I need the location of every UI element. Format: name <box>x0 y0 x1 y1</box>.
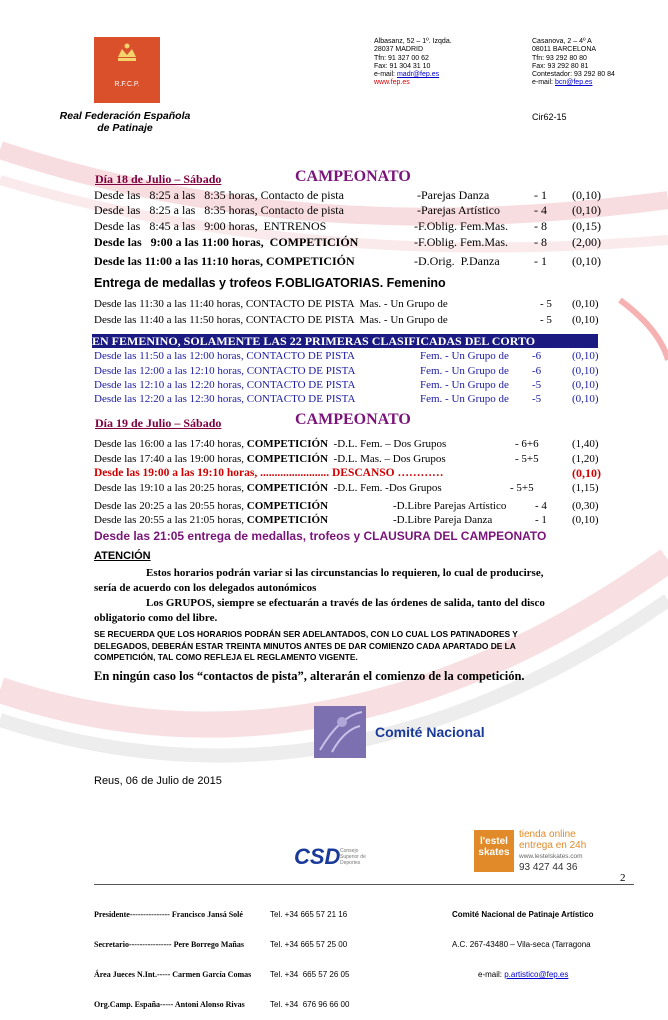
address-line: Casanova, 2 – 4º A <box>532 38 592 45</box>
rest-duration: (0,10) <box>572 466 601 480</box>
fem-count: -6 <box>532 350 542 362</box>
schedule-category: -D.Libre Parejas Artístico <box>393 500 507 512</box>
medals-line: Entrega de medallas y trofeos F.OBLIGATORIAS. Femenino <box>94 276 446 290</box>
contact-phone: Tel. +34 676 96 66 00 <box>270 1000 350 1009</box>
day1-title: CAMPEONATO <box>295 168 411 185</box>
notes-body <box>94 566 634 626</box>
day2-row <box>94 481 442 496</box>
madrid-email-link[interactable]: madr@fep.es <box>396 71 440 79</box>
schedule-competition: COMPETICIÓN <box>246 500 329 512</box>
org-name <box>50 110 200 134</box>
estel-logo <box>474 830 514 872</box>
day2-row <box>94 499 328 514</box>
footer-committee-address: A.C. 267-43480 – Vila-seca (Tarragona <box>452 940 591 949</box>
closing-ceremony: CLAUSURA DEL CAMPEONATO <box>363 529 547 543</box>
rest-dots: ........................ <box>260 467 330 479</box>
document-date: Reus, 06 de Julio de 2015 <box>94 775 222 787</box>
estel-tagline: entrega en 24h <box>519 840 587 851</box>
footer-committee <box>452 890 594 990</box>
fem-count: -5 <box>532 393 542 405</box>
barcelona-email-link[interactable]: bcn@fep.es <box>554 79 593 87</box>
day2-row <box>94 513 328 528</box>
footer-contact-row <box>94 940 251 950</box>
rest-dots: ………… <box>397 467 444 479</box>
schedule-category: -D.L. Fem. -Dos Grupos <box>328 482 442 494</box>
circular-ref: Cir62-15 <box>532 112 567 122</box>
fem-time: Desde las 12:20 a las 12:30 horas, CONTACTO DE PISTA <box>94 393 356 405</box>
email-label: e-mail: <box>532 79 554 87</box>
schedule-time: Desde las 8:25 a las 8:35 horas, Contacto de pista <box>94 203 344 217</box>
schedule-time: Desde las 9:00 a las 11:00 horas, COMPETICIÓN <box>94 235 359 249</box>
notes-paragraph: Estos horarios podrán variar si las circunstancias lo requieren, lo cual de producirse, <box>146 567 544 579</box>
footer-committee-name: Comité Nacional de Patinaje Artístico <box>452 910 594 919</box>
footer-phones <box>270 890 349 1020</box>
csd-logo-subtitle: Consejo Superior de Deportes <box>340 848 366 866</box>
schedule-duration: (0,10) <box>572 254 601 268</box>
contact-role: Presidente <box>94 910 130 919</box>
day1-label: Día 18 de Julio – Sábado <box>95 172 222 186</box>
contact-phone: Tel. +34 665 57 25 00 <box>270 940 348 949</box>
contact-dashes: ---------------- <box>128 940 172 949</box>
address-line: 28037 MADRID <box>374 46 424 54</box>
schedule-duration: (1,40) <box>572 438 599 450</box>
contact-time: Desde las 11:40 a las 11:50 horas, CONTACTO DE PISTA Mas. - Un Grupo de <box>94 314 448 326</box>
schedule-time: Desde las 17:40 a las 19:00 horas, <box>94 453 247 465</box>
contact-count: - 5 <box>540 314 552 326</box>
schedule-category: -Parejas Danza <box>417 188 490 202</box>
schedule-duration: (1,20) <box>572 453 599 465</box>
schedule-competition: COMPETICIÓN <box>246 438 329 450</box>
committee-name: Comité Nacional <box>375 724 485 740</box>
fem-time: Desde las 12:00 a las 12:10 horas, CONTACTO DE PISTA <box>94 365 356 377</box>
schedule-duration: (0,15) <box>572 219 601 233</box>
csd-logo-text: CSD <box>294 844 341 869</box>
address-line: Tfn: 93 292 80 80 <box>532 54 587 62</box>
fem-duration: (0,10) <box>572 379 599 391</box>
footer-divider <box>94 884 634 885</box>
address-line: Fax: 91 304 31 10 <box>374 62 431 70</box>
estel-info <box>519 829 586 873</box>
day2-label: Día 19 de Julio – Sábado <box>95 416 222 430</box>
fem-count: -6 <box>532 365 542 377</box>
day2-title: CAMPEONATO <box>295 411 411 428</box>
fem-category: Fem. - Un Grupo de <box>420 365 509 377</box>
schedule-count: - 5+5 <box>515 453 539 465</box>
notes-caps-line: DELEGADOS, DEBERÁN ESTAR TREINTA MINUTOS ANTES DE DAR COMIENZO CADA APARTADO DE LA <box>94 640 516 651</box>
schedule-category: -Parejas Artístico <box>417 203 500 217</box>
contact-count: - 5 <box>540 298 552 310</box>
rfep-logo <box>94 37 160 103</box>
schedule-competition: COMPETICIÓN <box>246 514 329 526</box>
contact-dashes: ----- <box>156 970 171 979</box>
schedule-category: -F.Oblig. Fem.Mas. <box>414 219 509 233</box>
schedule-count: - 1 <box>535 514 547 526</box>
fem-category: Fem. - Un Grupo de <box>420 379 509 391</box>
fem-duration: (0,10) <box>572 393 599 405</box>
contact-role: Org.Camp. España <box>94 1000 161 1009</box>
contact-role: Secretario <box>94 940 129 949</box>
schedule-time: Desde las 16:00 a las 17:40 horas, <box>94 438 247 450</box>
contact-role: Área Jueces N.Int. <box>94 970 157 979</box>
fem-duration: (0,10) <box>572 350 599 362</box>
barcelona-address <box>532 38 615 88</box>
email-label: e-mail: <box>374 71 396 79</box>
footer-contacts <box>94 890 251 1020</box>
schedule-time: Desde las 8:25 a las 8:35 horas, Contacto de pista <box>94 188 344 202</box>
contact-name: Antoni Alonso Rivas <box>174 1000 245 1009</box>
schedule-duration: (0,10) <box>572 514 599 526</box>
address-line: Fax: 93 292 80 81 <box>532 62 589 70</box>
estel-web: www.lestelskates.com <box>519 853 583 860</box>
schedule-time: Desde las 19:10 a las 20:25 horas, <box>94 482 247 494</box>
contact-phone: Tel. +34 665 57 26 05 <box>270 970 350 979</box>
schedule-competition: COMPETICIÓN <box>246 482 329 494</box>
org-name-line2: de Patinaje <box>97 122 153 134</box>
schedule-duration: (2,00) <box>572 235 601 249</box>
closing-text: Desde las 21:05 entrega de medallas, trofeos y <box>94 529 364 543</box>
rest-label: DESCANSO <box>332 467 395 479</box>
fem-time: Desde las 11:50 a las 12:00 horas, CONTACTO DE PISTA <box>94 350 355 362</box>
logo-text: R.F.C.P. <box>114 81 140 88</box>
estel-tagline: tienda online <box>519 829 576 840</box>
schedule-duration: (0,10) <box>572 188 601 202</box>
email-label: e-mail: <box>478 970 505 979</box>
schedule-count: - 1 <box>534 188 547 202</box>
contact-duration: (0,10) <box>572 314 599 326</box>
footer-email-link[interactable]: p.artistico@fep.es <box>504 970 569 979</box>
schedule-category: -D.L. Fem. – Dos Grupos <box>328 438 447 450</box>
fem-time: Desde las 12:10 a las 12:20 horas, CONTACTO DE PISTA <box>94 379 356 391</box>
schedule-time: Desde las 8:45 a las 9:00 horas, ENTRENOS <box>94 219 327 233</box>
estel-logo-line: l'estel <box>480 836 508 847</box>
notes-paragraph: Los GRUPOS, siempre se efectuarán a través de las órdenes de salida, tanto del disco <box>146 597 545 609</box>
schedule-category: -D.Orig. P.Danza <box>414 254 500 268</box>
fem-category: Fem. - Un Grupo de <box>420 350 509 362</box>
schedule-category: -D.Libre Pareja Danza <box>393 514 493 526</box>
day2-row <box>94 437 446 452</box>
estel-phone: 93 427 44 36 <box>519 862 578 873</box>
notes-caps-line: COMPETICIÓN, TAL COMO REFLEJA EL REGLAMENTO VIGENTE. <box>94 652 358 662</box>
madrid-web-link[interactable]: www.fep.es <box>374 79 410 87</box>
address-line: 08011 BARCELONA <box>532 46 597 54</box>
closing-line <box>94 529 546 543</box>
contact-time: Desde las 11:30 a las 11:40 horas, CONTACTO DE PISTA Mas. - Un Grupo de <box>94 298 448 310</box>
contact-phone: Tel. +34 665 57 21 16 <box>270 910 348 919</box>
schedule-time: Desde las 20:25 a las 20:55 horas, <box>94 500 247 512</box>
schedule-time: Desde las 20:55 a las 21:05 horas, <box>94 514 247 526</box>
footer-contact-row <box>94 970 251 980</box>
contact-dashes: --------------- <box>129 910 170 919</box>
notes-paragraph: obligatorio como del libre. <box>94 612 218 624</box>
madrid-address <box>374 38 452 88</box>
schedule-time: Desde las 11:00 a las 11:10 horas, COMPETICIÓN <box>94 254 355 268</box>
footer-contact-row <box>94 1000 251 1010</box>
contact-duration: (0,10) <box>572 298 599 310</box>
notes-paragraph: sería de acuerdo con los delegados autonómicos <box>94 582 317 594</box>
schedule-duration: (1,15) <box>572 482 599 494</box>
schedule-count: - 6+6 <box>515 438 539 450</box>
address-line: Tfn: 91 327 00 62 <box>374 54 429 62</box>
org-name-line1: Real Federación Española <box>59 110 191 122</box>
contact-dashes: ----- <box>160 1000 174 1009</box>
women-qualifier-banner: EN FEMENINO, SOLAMENTE LAS 22 PRIMERAS CLASIFICADAS DEL CORTO <box>92 334 598 348</box>
schedule-duration: (0,30) <box>572 500 599 512</box>
fem-count: -5 <box>532 379 542 391</box>
address-line: Contestador: 93 292 80 84 <box>532 71 615 79</box>
schedule-count: - 5+5 <box>510 482 534 494</box>
notes-caps-line: SE RECUERDA QUE LOS HORARIOS PODRÁN SER ADELANTADOS, CON LO CUAL LOS PATINADORES Y <box>94 629 518 639</box>
fem-category: Fem. - Un Grupo de <box>420 393 509 405</box>
notes-title: ATENCIÓN <box>94 550 151 562</box>
schedule-count: - 8 <box>534 235 547 249</box>
estel-logo-line: skates <box>478 847 510 858</box>
contact-name: Carmen García Comas <box>172 970 252 979</box>
schedule-count: - 1 <box>534 254 547 268</box>
schedule-count: - 4 <box>534 203 547 217</box>
schedule-count: - 8 <box>534 219 547 233</box>
rest-row <box>94 466 444 481</box>
schedule-duration: (0,10) <box>572 203 601 217</box>
committee-logo <box>314 706 366 758</box>
skater-icon <box>314 706 366 758</box>
page-number: 2 <box>620 872 626 884</box>
schedule-count: - 4 <box>535 500 547 512</box>
schedule-category: -F.Oblig. Fem.Mas. <box>414 235 509 249</box>
notes-final: En ningún caso los “contactos de pista”, alterarán el comienzo de la competición. <box>94 669 525 683</box>
contact-name: Pere Borrego Mañas <box>173 940 244 949</box>
rest-time: Desde las 19:00 a las 19:10 horas, <box>94 467 258 479</box>
contact-name: Francisco Jansá Solé <box>171 910 243 919</box>
footer-contact-row <box>94 910 251 920</box>
schedule-category: -D.L. Mas. – Dos Grupos <box>328 453 446 465</box>
address-line: Albasanz, 52 – 1º. Izqda. <box>374 38 452 45</box>
schedule-competition: COMPETICIÓN <box>246 453 329 465</box>
notes-caps <box>94 629 634 664</box>
day2-row <box>94 452 446 467</box>
csd-logo <box>294 830 378 880</box>
crown-icon <box>94 37 160 103</box>
fem-duration: (0,10) <box>572 365 599 377</box>
